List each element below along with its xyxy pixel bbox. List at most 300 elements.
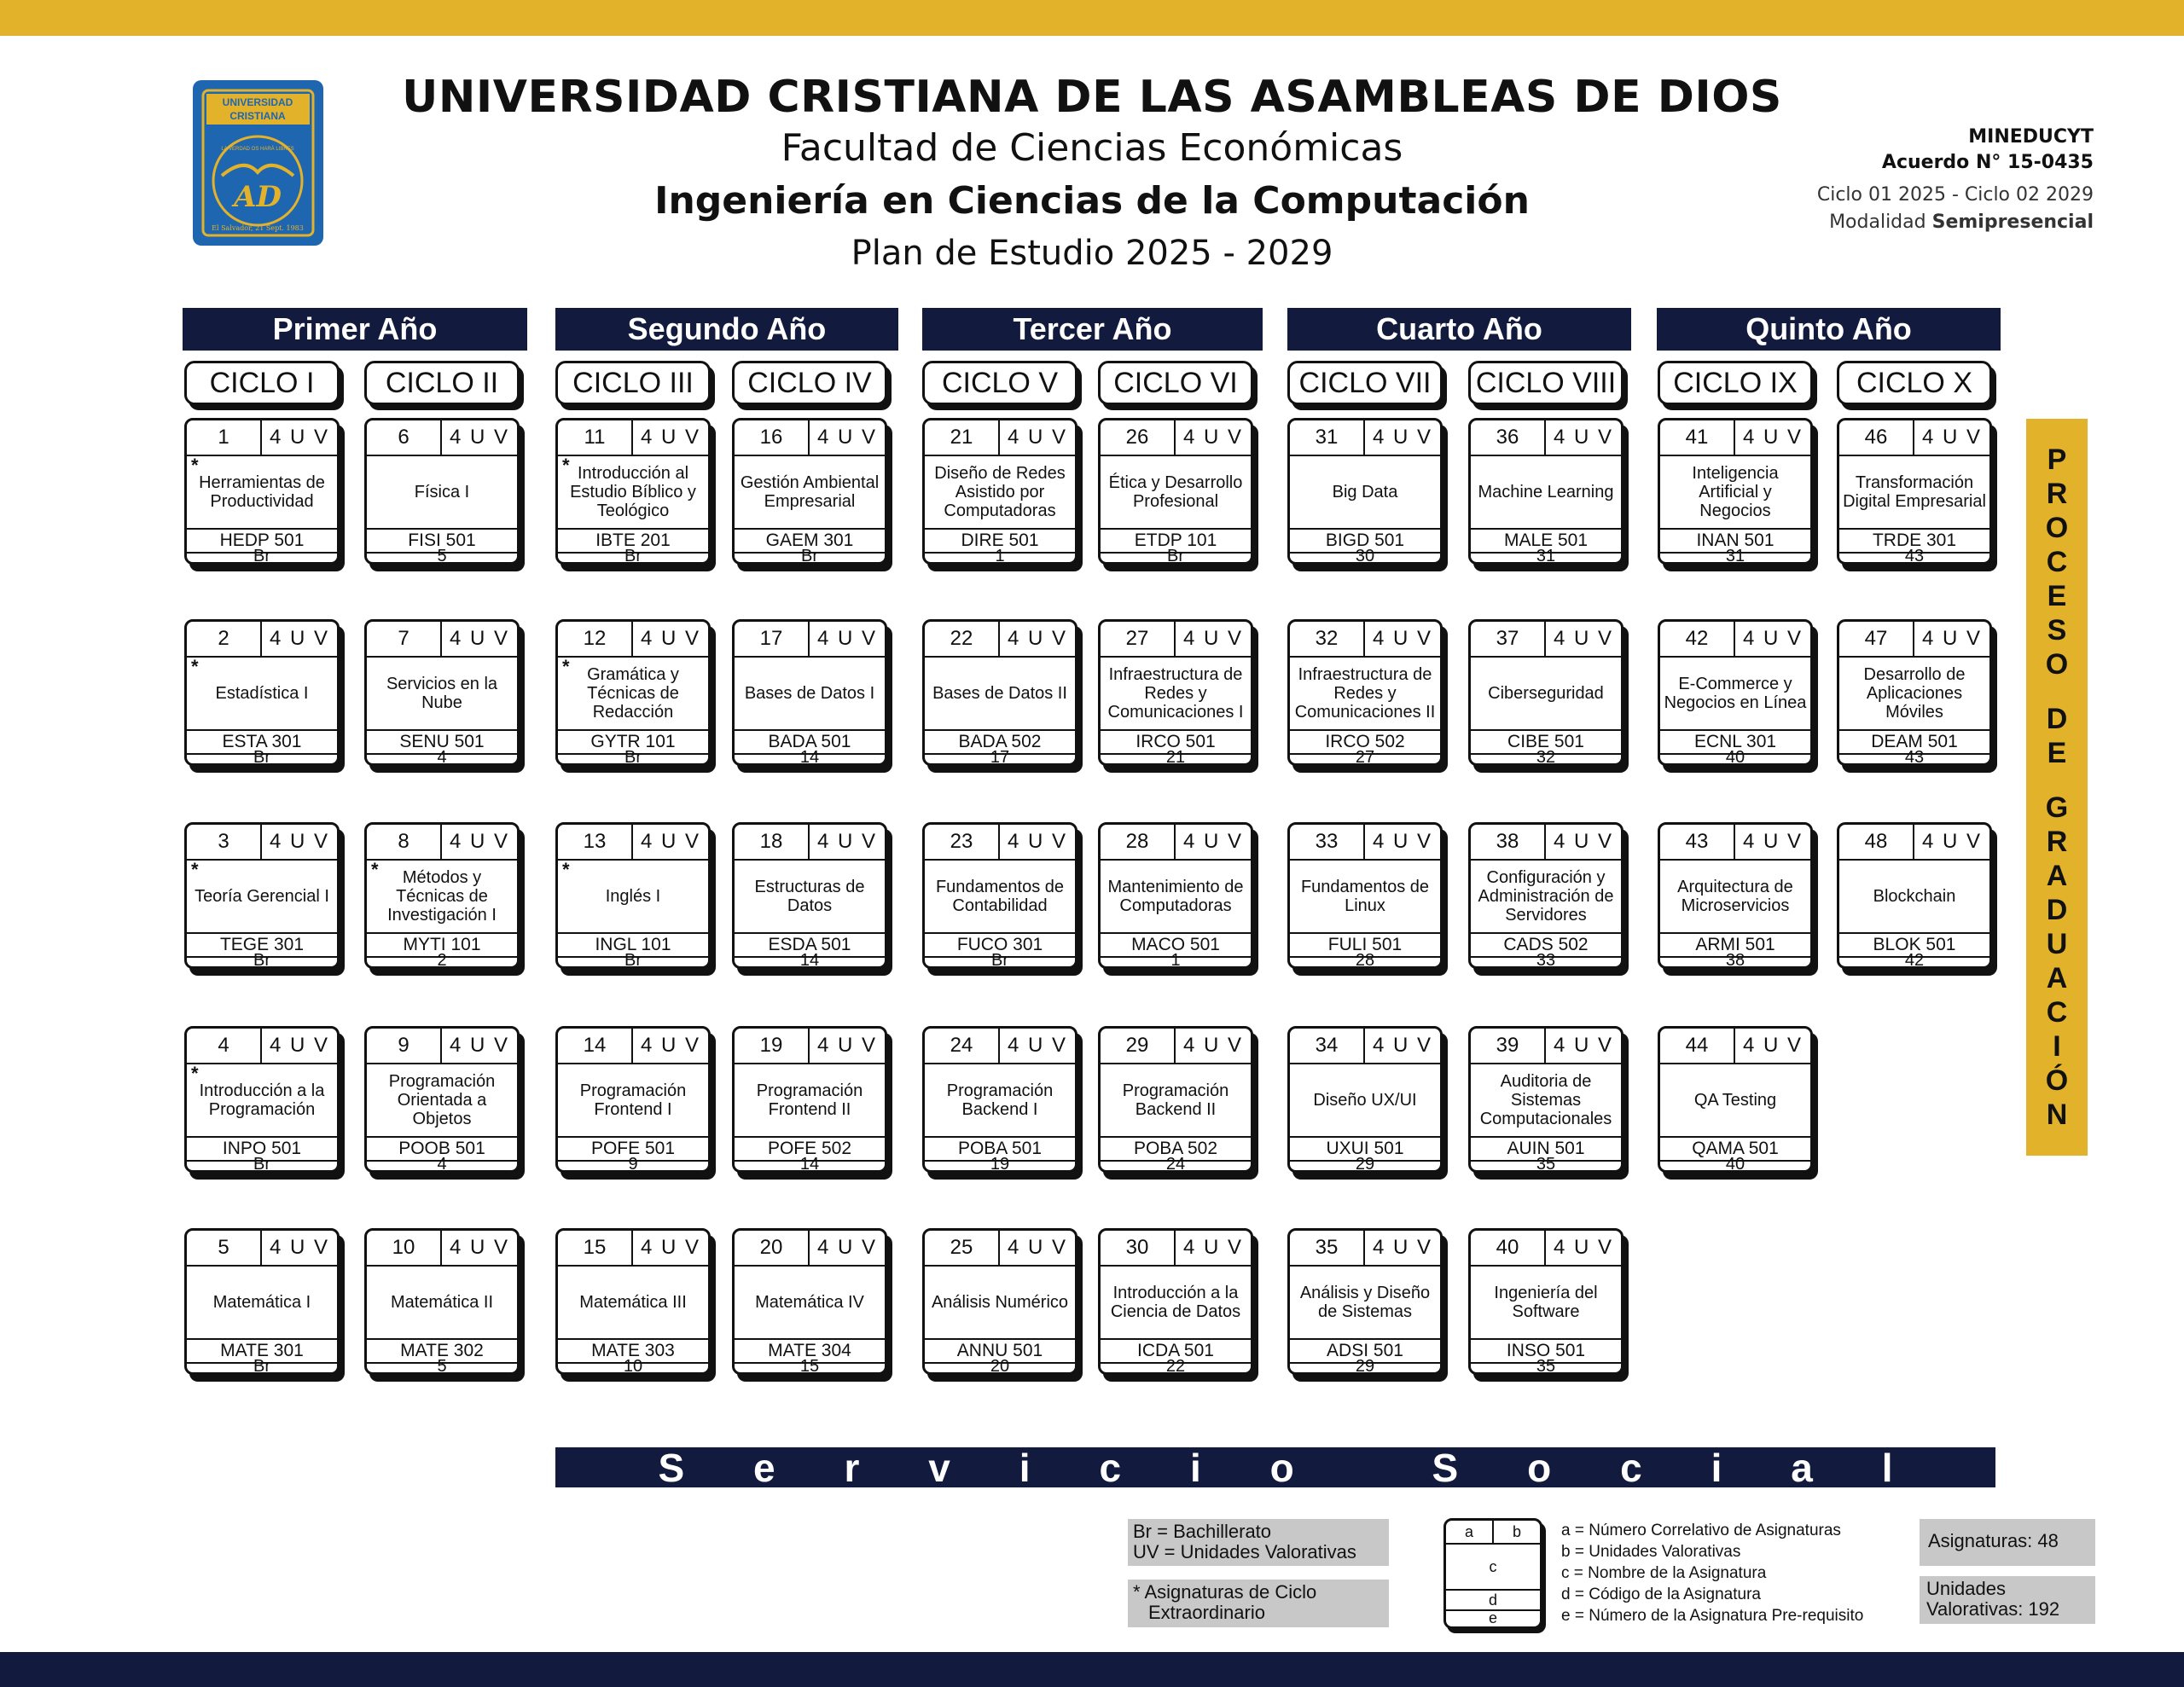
subject-uv: 4 U V bbox=[640, 426, 701, 449]
ciclo-header: CICLO II bbox=[364, 361, 520, 405]
subject-card bbox=[1098, 418, 1253, 565]
subject-code: DEAM 501 bbox=[1839, 729, 1989, 755]
servicio-letter: S bbox=[1432, 1445, 1459, 1490]
subject-code: HEDP 501 bbox=[187, 528, 337, 554]
subject-header bbox=[558, 420, 708, 456]
subject-card bbox=[1098, 619, 1253, 766]
subject-number: 11 bbox=[558, 420, 633, 455]
subject-uv: 4 U V bbox=[640, 830, 701, 853]
subject-number: 9 bbox=[367, 1029, 442, 1063]
subject-name: Estructuras de Datos bbox=[754, 878, 865, 915]
subject-card bbox=[732, 1228, 887, 1375]
subject-card bbox=[184, 418, 340, 565]
subject-number: 44 bbox=[1660, 1029, 1735, 1063]
subject-prerequisite: 21 bbox=[1165, 747, 1186, 766]
subject-name: Ética y Desarrollo Profesional bbox=[1108, 473, 1243, 511]
extraordinary-asterisk: * bbox=[562, 455, 570, 476]
legend-ast-line2: Extraordinario bbox=[1148, 1602, 1265, 1623]
subject-header bbox=[367, 1029, 517, 1064]
subject-name: Desarrollo de Aplicaciones Móviles bbox=[1863, 665, 1966, 722]
subject-prerequisite: 28 bbox=[1355, 950, 1375, 969]
subject-uv: 4 U V bbox=[1742, 426, 1804, 449]
university-logo bbox=[193, 80, 323, 246]
proceso-letter: U bbox=[2046, 928, 2068, 960]
subject-header bbox=[1101, 1029, 1251, 1064]
subject-card bbox=[184, 1026, 340, 1173]
extraordinary-asterisk: * bbox=[562, 656, 570, 677]
subject-uv: 4 U V bbox=[1742, 627, 1804, 650]
subject-number: 30 bbox=[1101, 1231, 1176, 1265]
legend-item: c = Nombre de la Asignatura bbox=[1561, 1564, 1767, 1582]
subject-card bbox=[922, 822, 1077, 969]
modality-prefix: Modalidad bbox=[1829, 212, 1932, 233]
ciclo-header: CICLO III bbox=[555, 361, 711, 405]
subject-number: 36 bbox=[1471, 420, 1546, 455]
proceso-letter: N bbox=[2046, 1099, 2068, 1131]
subject-card bbox=[1468, 1228, 1623, 1375]
subject-header bbox=[1101, 622, 1251, 658]
subject-header bbox=[925, 622, 1075, 658]
servicio-letter: v bbox=[928, 1445, 950, 1490]
subject-name: Métodos y Técnicas de Investigación I bbox=[387, 868, 497, 925]
subject-uv: 4 U V bbox=[449, 627, 510, 650]
subject-name: Introducción a la Ciencia de Datos bbox=[1110, 1284, 1241, 1321]
subject-card bbox=[1837, 418, 1992, 565]
ciclo-header: CICLO I bbox=[184, 361, 340, 405]
subject-card bbox=[184, 822, 340, 969]
subject-name: Matemática I bbox=[212, 1293, 311, 1312]
subject-number: 37 bbox=[1471, 622, 1546, 656]
subject-card bbox=[1287, 1026, 1443, 1173]
subject-card bbox=[1287, 822, 1443, 969]
subject-uv: 4 U V bbox=[1742, 1034, 1804, 1057]
subject-number: 12 bbox=[558, 622, 633, 656]
subject-name: Programación Frontend I bbox=[579, 1081, 687, 1119]
modality-label bbox=[1829, 212, 2094, 233]
subject-header bbox=[187, 825, 337, 861]
extraordinary-asterisk: * bbox=[191, 455, 199, 476]
cycle-range-label: Ciclo 01 2025 - Ciclo 02 2029 bbox=[1816, 184, 2094, 206]
subject-name: Blockchain bbox=[1873, 887, 1956, 906]
subject-prerequisite: 19 bbox=[990, 1154, 1010, 1173]
subject-code: MATE 302 bbox=[367, 1338, 517, 1364]
subject-number: 31 bbox=[1290, 420, 1365, 455]
faculty-title: Facultad de Ciencias Económicas bbox=[781, 126, 1403, 170]
subject-number: 14 bbox=[558, 1029, 633, 1063]
subject-uv: 4 U V bbox=[1007, 426, 1068, 449]
subject-header bbox=[735, 1231, 885, 1267]
subject-number: 21 bbox=[925, 420, 1000, 455]
subject-name: Programación Frontend II bbox=[756, 1081, 863, 1119]
subject-header bbox=[1101, 825, 1251, 861]
subject-number: 15 bbox=[558, 1231, 633, 1265]
subject-number: 8 bbox=[367, 825, 442, 859]
subject-prerequisite: 15 bbox=[799, 1356, 820, 1375]
subject-prerequisite: 9 bbox=[628, 1154, 638, 1173]
subject-name: Infraestructura de Redes y Comunicaciones II bbox=[1294, 665, 1436, 722]
subject-header bbox=[1471, 1231, 1621, 1267]
subject-number: 23 bbox=[925, 825, 1000, 859]
subject-code: SENU 501 bbox=[367, 729, 517, 755]
proceso-letter: A bbox=[2046, 860, 2068, 892]
subject-header bbox=[558, 825, 708, 861]
ciclo-header: CICLO IX bbox=[1658, 361, 1813, 405]
subject-uv: 4 U V bbox=[269, 426, 330, 449]
ciclo-header: CICLO X bbox=[1837, 361, 1992, 405]
year-header: Cuarto Año bbox=[1287, 308, 1631, 351]
subject-header bbox=[1660, 622, 1810, 658]
subject-code: ADSI 501 bbox=[1290, 1338, 1440, 1364]
subject-name: Inteligencia Artificial y Negocios bbox=[1692, 464, 1779, 520]
subject-prerequisite: 43 bbox=[1904, 546, 1925, 565]
subject-card bbox=[184, 1228, 340, 1375]
subject-code: FISI 501 bbox=[367, 528, 517, 554]
subject-uv: 4 U V bbox=[816, 627, 878, 650]
subject-prerequisite: 14 bbox=[799, 747, 820, 766]
key-c: c bbox=[1489, 1557, 1497, 1575]
subject-code: POFE 501 bbox=[558, 1136, 708, 1162]
subject-card bbox=[555, 418, 711, 565]
subject-uv: 4 U V bbox=[1182, 1236, 1244, 1259]
subject-name: E-Commerce y Negocios en Línea bbox=[1664, 675, 1807, 712]
subject-header bbox=[1290, 420, 1440, 456]
subject-uv: 4 U V bbox=[269, 830, 330, 853]
subject-card bbox=[1287, 619, 1443, 766]
subject-name: Herramientas de Productividad bbox=[199, 473, 325, 511]
subject-prerequisite: 24 bbox=[1165, 1154, 1186, 1173]
subject-prerequisite: 17 bbox=[990, 747, 1010, 766]
subject-code: MATE 304 bbox=[735, 1338, 885, 1364]
subject-header bbox=[187, 420, 337, 456]
subject-header bbox=[187, 622, 337, 658]
subject-code: TEGE 301 bbox=[187, 932, 337, 958]
subject-prerequisite: 35 bbox=[1536, 1154, 1556, 1173]
subject-name: Diseño de Redes Asistido por Computadoras bbox=[934, 464, 1066, 520]
subject-code: POBA 502 bbox=[1101, 1136, 1251, 1162]
subject-header bbox=[367, 420, 517, 456]
subject-number: 1 bbox=[187, 420, 262, 455]
subject-card bbox=[1837, 822, 1992, 969]
subject-name: Ciberseguridad bbox=[1488, 684, 1604, 703]
subject-header bbox=[735, 420, 885, 456]
subject-code: ANNU 501 bbox=[925, 1338, 1075, 1364]
subject-prerequisite: 5 bbox=[437, 546, 447, 565]
bottom-bar bbox=[0, 1652, 2184, 1687]
subject-card bbox=[732, 822, 887, 969]
legend-br: Br = Bachillerato bbox=[1133, 1521, 1272, 1542]
subject-header bbox=[1660, 825, 1810, 861]
subject-uv: 4 U V bbox=[1553, 627, 1614, 650]
subject-header bbox=[925, 1029, 1075, 1064]
university-title: UNIVERSIDAD CRISTIANA DE LAS ASAMBLEAS DE DIOS bbox=[402, 72, 1782, 123]
subject-prerequisite: 14 bbox=[799, 1154, 820, 1173]
subject-code: MATE 303 bbox=[558, 1338, 708, 1364]
subject-prerequisite: 42 bbox=[1904, 950, 1925, 969]
subject-code: GYTR 101 bbox=[558, 729, 708, 755]
subject-code: ARMI 501 bbox=[1660, 932, 1810, 958]
servicio-letter: i bbox=[1019, 1445, 1031, 1490]
subject-uv: 4 U V bbox=[640, 1236, 701, 1259]
subject-name: Fundamentos de Contabilidad bbox=[935, 878, 1065, 915]
subject-prerequisite: 29 bbox=[1355, 1356, 1375, 1375]
subject-name: Fundamentos de Linux bbox=[1300, 878, 1430, 915]
subject-name: Bases de Datos I bbox=[744, 684, 875, 703]
subject-number: 35 bbox=[1290, 1231, 1365, 1265]
subject-header bbox=[1290, 1029, 1440, 1064]
subject-number: 16 bbox=[735, 420, 810, 455]
subject-code: DIRE 501 bbox=[925, 528, 1075, 554]
subject-card bbox=[1658, 418, 1813, 565]
proceso-letter: R bbox=[2046, 478, 2068, 510]
subject-number: 3 bbox=[187, 825, 262, 859]
ciclo-header: CICLO VII bbox=[1287, 361, 1443, 405]
subject-number: 29 bbox=[1101, 1029, 1176, 1063]
subject-prerequisite: Br bbox=[1167, 546, 1184, 565]
key-a: a bbox=[1446, 1521, 1494, 1545]
legend-key-list bbox=[1561, 1520, 1863, 1626]
subject-header bbox=[1839, 622, 1989, 658]
subject-prerequisite: 5 bbox=[437, 1356, 447, 1375]
subject-card bbox=[555, 1228, 711, 1375]
subject-uv: 4 U V bbox=[1372, 830, 1433, 853]
ciclo-header: CICLO V bbox=[922, 361, 1077, 405]
subject-name: Gestión Ambiental Empresarial bbox=[740, 473, 880, 511]
subject-prerequisite: Br bbox=[624, 546, 642, 565]
subject-code: BADA 502 bbox=[925, 729, 1075, 755]
subject-prerequisite: 32 bbox=[1536, 747, 1556, 766]
subject-code: ESTA 301 bbox=[187, 729, 337, 755]
subject-name: Inglés I bbox=[605, 887, 661, 906]
subject-prerequisite: 14 bbox=[799, 950, 820, 969]
subject-header bbox=[1471, 825, 1621, 861]
subject-code: CADS 502 bbox=[1471, 932, 1621, 958]
year-header: Primer Año bbox=[183, 308, 527, 351]
subject-number: 19 bbox=[735, 1029, 810, 1063]
servicio-letter: e bbox=[753, 1445, 775, 1490]
subject-number: 10 bbox=[367, 1231, 442, 1265]
subject-card bbox=[364, 1026, 520, 1173]
proceso-letter: O bbox=[2045, 512, 2069, 544]
subject-code: IRCO 502 bbox=[1290, 729, 1440, 755]
subject-code: INSO 501 bbox=[1471, 1338, 1621, 1364]
subject-prerequisite: 1 bbox=[1170, 950, 1181, 969]
subject-uv: 4 U V bbox=[1372, 1034, 1433, 1057]
subject-uv: 4 U V bbox=[1553, 1034, 1614, 1057]
servicio-letter: i bbox=[1189, 1445, 1201, 1490]
subject-code: IRCO 501 bbox=[1101, 729, 1251, 755]
subject-number: 42 bbox=[1660, 622, 1735, 656]
total-units-line1: Unidades bbox=[1926, 1578, 2006, 1599]
ciclo-header: CICLO VI bbox=[1098, 361, 1253, 405]
legend-ast-line1: * Asignaturas de Ciclo bbox=[1133, 1581, 1317, 1603]
servicio-letter: r bbox=[844, 1445, 860, 1490]
subject-name: Diseño UX/UI bbox=[1313, 1091, 1417, 1110]
subject-code: BADA 501 bbox=[735, 729, 885, 755]
subject-card bbox=[732, 418, 887, 565]
subject-prerequisite: 30 bbox=[1355, 546, 1375, 565]
subject-card bbox=[1287, 418, 1443, 565]
subject-header bbox=[1660, 420, 1810, 456]
subject-number: 18 bbox=[735, 825, 810, 859]
subject-code: INPO 501 bbox=[187, 1136, 337, 1162]
subject-name: Infraestructura de Redes y Comunicaciones I bbox=[1107, 665, 1244, 722]
shield-emblem-icon bbox=[193, 80, 323, 246]
subject-header bbox=[1471, 1029, 1621, 1064]
subject-header bbox=[367, 825, 517, 861]
subject-code: POFE 502 bbox=[735, 1136, 885, 1162]
subject-prerequisite: Br bbox=[253, 747, 270, 766]
subject-uv: 4 U V bbox=[1182, 426, 1244, 449]
svg-text:El Salvador, 21 Sept. 1983: El Salvador, 21 Sept. 1983 bbox=[212, 224, 304, 232]
subject-number: 17 bbox=[735, 622, 810, 656]
subject-code: ETDP 101 bbox=[1101, 528, 1251, 554]
subject-prerequisite: 22 bbox=[1165, 1356, 1186, 1375]
subject-uv: 4 U V bbox=[1553, 426, 1614, 449]
subject-number: 5 bbox=[187, 1231, 262, 1265]
subject-number: 20 bbox=[735, 1231, 810, 1265]
servicio-letter: l bbox=[1881, 1445, 1893, 1490]
subject-name: Análisis Numérico bbox=[931, 1293, 1069, 1312]
proceso-letter: S bbox=[2047, 614, 2067, 646]
svg-text:CRISTIANA: CRISTIANA bbox=[229, 110, 286, 122]
proceso-letter: E bbox=[2047, 737, 2067, 769]
subject-header bbox=[1290, 825, 1440, 861]
subject-prerequisite: 40 bbox=[1725, 747, 1745, 766]
subject-uv: 4 U V bbox=[1182, 830, 1244, 853]
subject-prerequisite: 10 bbox=[623, 1356, 643, 1375]
subject-uv: 4 U V bbox=[640, 627, 701, 650]
subject-card bbox=[364, 619, 520, 766]
subject-card bbox=[1658, 619, 1813, 766]
subject-card bbox=[555, 822, 711, 969]
subject-uv: 4 U V bbox=[816, 830, 878, 853]
subject-name: Bases de Datos II bbox=[932, 684, 1067, 703]
subject-prerequisite: 35 bbox=[1536, 1356, 1556, 1375]
subject-code: ICDA 501 bbox=[1101, 1338, 1251, 1364]
subject-prerequisite: Br bbox=[801, 546, 818, 565]
servicio-letter: c bbox=[1620, 1445, 1642, 1490]
servicio-letter: i bbox=[1711, 1445, 1722, 1490]
subject-uv: 4 U V bbox=[1742, 830, 1804, 853]
subject-number: 22 bbox=[925, 622, 1000, 656]
subject-code: IBTE 201 bbox=[558, 528, 708, 554]
subject-header bbox=[1290, 1231, 1440, 1267]
subject-uv: 4 U V bbox=[1372, 426, 1433, 449]
legend-asterisk bbox=[1128, 1580, 1389, 1627]
proceso-letter: D bbox=[2046, 703, 2068, 735]
subject-prerequisite: Br bbox=[991, 950, 1008, 969]
subject-prerequisite: 31 bbox=[1536, 546, 1556, 565]
extraordinary-asterisk: * bbox=[191, 656, 199, 677]
subject-card bbox=[1098, 822, 1253, 969]
subject-code: INAN 501 bbox=[1660, 528, 1810, 554]
subject-name: Machine Learning bbox=[1478, 483, 1614, 501]
subject-code: BLOK 501 bbox=[1839, 932, 1989, 958]
subject-prerequisite: 29 bbox=[1355, 1154, 1375, 1173]
key-d: d bbox=[1446, 1589, 1540, 1611]
subject-card bbox=[184, 619, 340, 766]
subject-number: 26 bbox=[1101, 420, 1176, 455]
subject-code: QAMA 501 bbox=[1660, 1136, 1810, 1162]
subject-prerequisite: 43 bbox=[1904, 747, 1925, 766]
subject-uv: 4 U V bbox=[1921, 830, 1983, 853]
ciclo-header: CICLO VIII bbox=[1468, 361, 1623, 405]
top-accent-bar bbox=[0, 0, 2184, 36]
servicio-letter: c bbox=[1099, 1445, 1122, 1490]
subject-number: 41 bbox=[1660, 420, 1735, 455]
subject-name: Matemática III bbox=[579, 1293, 687, 1312]
total-units-line2: Valorativas: 192 bbox=[1926, 1598, 2060, 1620]
proceso-letter: I bbox=[2053, 1030, 2061, 1063]
subject-uv: 4 U V bbox=[1182, 627, 1244, 650]
subject-code: MYTI 101 bbox=[367, 932, 517, 958]
subject-uv: 4 U V bbox=[1372, 1236, 1433, 1259]
subject-name: Programación Backend I bbox=[946, 1081, 1054, 1119]
subject-card bbox=[1658, 822, 1813, 969]
legend-abbreviations bbox=[1128, 1519, 1389, 1566]
legend-uv: UV = Unidades Valorativas bbox=[1133, 1541, 1356, 1562]
subject-number: 32 bbox=[1290, 622, 1365, 656]
subject-name: Introducción a la Programación bbox=[199, 1081, 325, 1119]
subject-prerequisite: Br bbox=[253, 950, 270, 969]
subject-header bbox=[1471, 622, 1621, 658]
subject-name: Análisis y Diseño de Sistemas bbox=[1299, 1284, 1431, 1321]
subject-name: QA Testing bbox=[1693, 1091, 1777, 1110]
subject-name: Matemática II bbox=[390, 1293, 494, 1312]
subject-name: Estadística I bbox=[215, 684, 309, 703]
subject-code: ESDA 501 bbox=[735, 932, 885, 958]
subject-uv: 4 U V bbox=[1007, 1034, 1068, 1057]
proceso-letter: C bbox=[2046, 996, 2068, 1029]
subject-number: 25 bbox=[925, 1231, 1000, 1265]
subject-number: 47 bbox=[1839, 622, 1914, 656]
subject-number: 48 bbox=[1839, 825, 1914, 859]
subject-name: Gramática y Técnicas de Redacción bbox=[587, 665, 679, 722]
subject-header bbox=[558, 1231, 708, 1267]
proceso-letter: R bbox=[2046, 826, 2068, 858]
subject-header bbox=[1101, 1231, 1251, 1267]
legend-item: e = Número de la Asignatura Pre-requisito bbox=[1561, 1607, 1864, 1625]
ministry-label: MINEDUCYT bbox=[1968, 126, 2094, 148]
agreement-label: Acuerdo N° 15-0435 bbox=[1881, 152, 2094, 173]
subject-uv: 4 U V bbox=[269, 1034, 330, 1057]
subject-prerequisite: 4 bbox=[437, 747, 447, 766]
subject-header bbox=[187, 1231, 337, 1267]
subject-code: MATE 301 bbox=[187, 1338, 337, 1364]
subject-number: 38 bbox=[1471, 825, 1546, 859]
subject-code: BIGD 501 bbox=[1290, 528, 1440, 554]
subject-header bbox=[925, 420, 1075, 456]
extraordinary-asterisk: * bbox=[191, 1063, 199, 1084]
servicio-letter: S bbox=[658, 1445, 685, 1490]
svg-text:AD: AD bbox=[234, 180, 282, 214]
subject-card bbox=[1468, 619, 1623, 766]
plan-title: Plan de Estudio 2025 - 2029 bbox=[851, 234, 1333, 273]
subject-card bbox=[1837, 619, 1992, 766]
subject-number: 34 bbox=[1290, 1029, 1365, 1063]
subject-name: Arquitectura de Microservicios bbox=[1677, 878, 1793, 915]
subject-header bbox=[735, 825, 885, 861]
subject-header bbox=[925, 1231, 1075, 1267]
subject-name: Configuración y Administración de Servidores bbox=[1478, 868, 1614, 925]
extraordinary-asterisk: * bbox=[562, 859, 570, 880]
subject-code: AUIN 501 bbox=[1471, 1136, 1621, 1162]
subject-header bbox=[367, 1231, 517, 1267]
subject-uv: 4 U V bbox=[640, 1034, 701, 1057]
extraordinary-asterisk: * bbox=[191, 859, 199, 880]
subject-uv: 4 U V bbox=[449, 426, 510, 449]
career-title: Ingeniería en Ciencias de la Computación bbox=[654, 179, 1530, 223]
